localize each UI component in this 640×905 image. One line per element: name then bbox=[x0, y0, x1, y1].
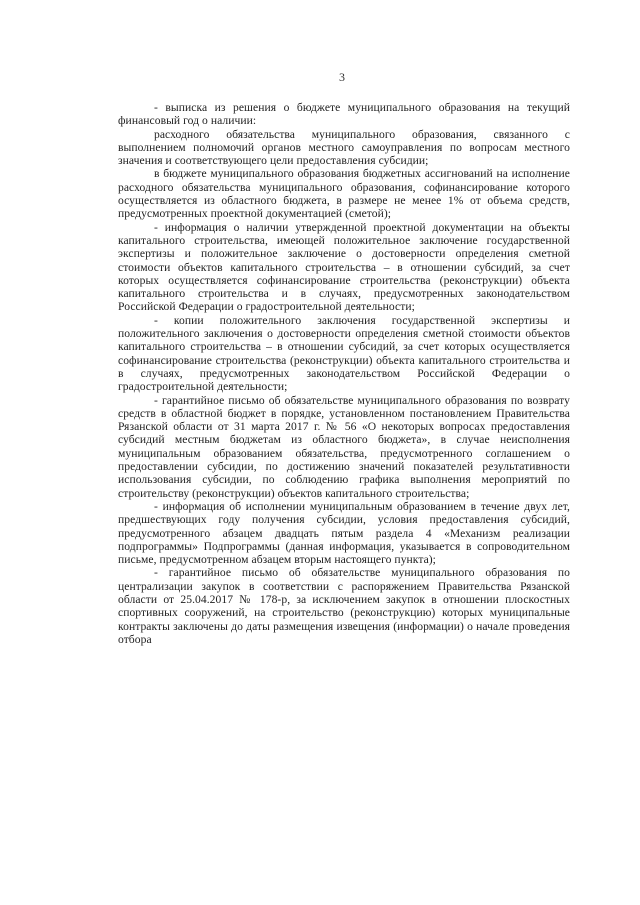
paragraph-expertise-copies: - копии положительного заключения государственной экспертизы и положительного заключения о достоверности определения сметной стоимости объектов капитального строительства – в отношении субсидий, за счет которых осуществляется софинансирование строительства (реконструкции) объекта капитального строительства и в случаях, предусмотренных законодательством Российской Федерации о градостроительной деятельности; bbox=[118, 313, 570, 394]
paragraph-expenditure-obligation: расходного обязательства муниципального образования, связанного с выполнением полномочий органов местного самоуправления по вопросам местного значения и соответствующего цели предоставления субсидии; bbox=[118, 127, 570, 168]
document-body bbox=[118, 101, 570, 646]
paragraph-execution-info: - информация об исполнении муниципальным образованием в течение двух лет, предшествующих году получения субсидии, условия предоставления субсидий, предусмотренного абзацем двадцать пятым раздела 4 «Механизм реализации подпрограммы» Подпрограммы (данная информация, указывается в сопроводительном письме, предусмотренном абзацем вторым настоящего пункта); bbox=[118, 499, 570, 567]
paragraph-budget-allocations: в бюджете муниципального образования бюджетных ассигнований на исполнение расходного обязательства муниципального образования, софинансирование которого осуществляется из областного бюджета, в размере не менее 1% от объема средств, предусмотренных проектной документацией (сметой); bbox=[118, 167, 570, 221]
paragraph-centralization-guarantee: - гарантийное письмо об обязательстве муниципального образования по централизации закупок в соответствии с распоряжением Правительства Рязанской области от 25.04.2017 № 178-р, за исключением закупок в отношении плоскостных спортивных сооружений, на строительство (реконструкцию) которых муниципальные контракты заключены до даты размещения извещения (информации) о начале проведения отбора bbox=[118, 566, 570, 646]
paragraph-project-documentation: - информация о наличии утвержденной проектной документации на объекты капитального строительства, имеющей положительное заключение государственной экспертизы и положительное заключение о достоверности определения сметной стоимости объектов капитального строительства – в отношении субсидий, за счет которых осуществляется софинансирование строительства (реконструкции) объекта капитального строительства и в случаях, предусмотренных законодательством Российской Федерации о градостроительной деятельности; bbox=[118, 220, 570, 314]
page-number: 3 bbox=[339, 70, 345, 84]
paragraph-extract-intro: - выписка из решения о бюджете муниципального образования на текущий финансовый год о наличии: bbox=[118, 101, 570, 128]
paragraph-refund-guarantee: - гарантийное письмо об обязательстве муниципального образования по возврату средств в областной бюджет в порядке, установленном постановлением Правительства Рязанской области от 31 марта 2017 г. № 56 «О некоторых вопросах предоставления субсидий местным бюджетам из областного бюджета», в случае неисполнения муниципальным образованием обязательства, предусмотренного соглашением о предоставлении субсидии, по достижению значений показателей результативности использования субсидии, по соблюдению графика выполнения мероприятий по строительству (реконструкции) объектов капитального строительства; bbox=[118, 393, 570, 500]
